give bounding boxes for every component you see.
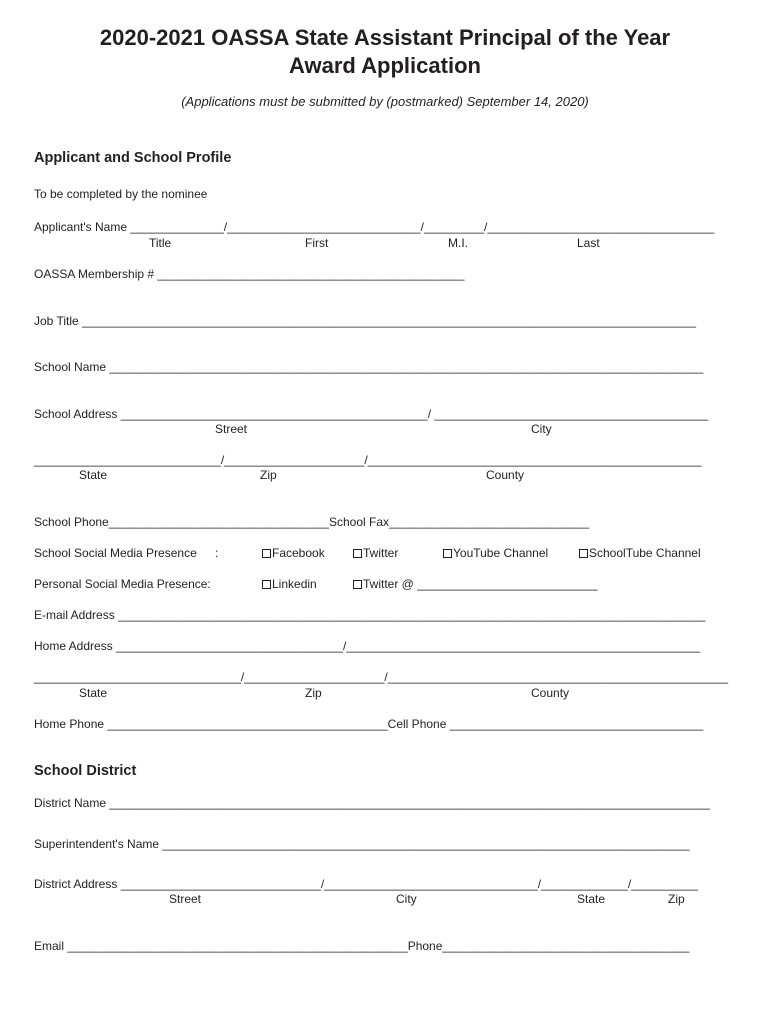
page-title: 2020-2021 OASSA State Assistant Principal of the Year [99, 25, 671, 50]
school-sub-zip: Zip [260, 468, 277, 482]
home-cell-phone-field[interactable]: Home Phone __________________________________________Cell Phone ______________________________________ [34, 717, 704, 731]
home-state-zip-county-field[interactable]: _______________________________/_____________________/___________________________________________________ [34, 670, 729, 684]
checkbox-facebook[interactable] [262, 546, 325, 560]
checkbox-icon[interactable] [262, 580, 271, 589]
district-sub-zip: Zip [668, 892, 685, 906]
district-name-field[interactable]: District Name __________________________________________________________________________________________ [34, 796, 710, 810]
home-sub-zip: Zip [305, 686, 322, 700]
district-sub-state: State [577, 892, 606, 906]
checkbox-youtube-channel[interactable] [443, 546, 548, 560]
school-social-label: School Social Media Presence [34, 546, 197, 560]
completion-note: To be completed by the nominee [34, 187, 208, 201]
checkbox-schooltube-channel[interactable] [579, 546, 701, 560]
email-address-field[interactable]: E-mail Address ________________________________________________________________________________________ [34, 608, 706, 622]
option-label: SchoolTube Channel [589, 546, 701, 560]
district-email-phone-field[interactable]: Email ___________________________________________________Phone_____________________________________ [34, 939, 690, 953]
home-sub-state: State [79, 686, 108, 700]
section-heading-district: School District [34, 763, 137, 779]
option-label: YouTube Channel [453, 546, 549, 560]
checkbox-icon[interactable] [262, 549, 271, 558]
school-address-field[interactable]: School Address ______________________________________________/ _________________________________________ [34, 407, 709, 421]
page-subtitle: (Applications must be submitted by (postmarked) September 14, 2020) [181, 94, 589, 109]
membership-field[interactable]: OASSA Membership # ______________________________________________ [34, 267, 465, 281]
name-sub-first: First [305, 236, 329, 250]
school-sub-state: State [79, 468, 108, 482]
checkbox-icon[interactable] [353, 580, 362, 589]
school-social-colon: : [215, 546, 219, 560]
school-address-sub-street: Street [215, 422, 248, 436]
home-sub-county: County [531, 686, 570, 700]
section-heading-applicant: Applicant and School Profile [34, 150, 232, 166]
option-label: Facebook [272, 546, 325, 560]
superintendent-name-field[interactable]: Superintendent's Name _______________________________________________________________________________ [34, 837, 690, 851]
option-label: Linkedin [272, 577, 317, 591]
district-sub-city: City [396, 892, 417, 906]
name-sub-last: Last [577, 236, 600, 250]
school-state-zip-county-field[interactable]: ____________________________/_____________________/__________________________________________________ [34, 453, 702, 467]
personal-social-label: Personal Social Media Presence: [34, 577, 211, 591]
school-name-field[interactable]: School Name _________________________________________________________________________________________ [34, 360, 704, 374]
checkbox-icon[interactable] [443, 549, 452, 558]
checkbox-linkedin[interactable] [262, 577, 317, 591]
district-sub-street: Street [169, 892, 202, 906]
job-title-field[interactable]: Job Title ____________________________________________________________________________________________ [34, 314, 697, 328]
checkbox-icon[interactable] [353, 549, 362, 558]
district-address-field[interactable]: District Address ______________________________/________________________________/_____________/__________ [34, 877, 698, 891]
option-label: Twitter @ ___________________________ [363, 577, 598, 591]
applicant-name-field[interactable]: Applicant's Name ______________/_____________________________/_________/__________________________________ [34, 220, 715, 234]
checkbox-twitter-personal[interactable] [353, 577, 597, 591]
name-sub-mi: M.I. [448, 236, 468, 250]
option-label: Twitter [363, 546, 399, 560]
school-phone-fax-field[interactable]: School Phone_________________________________School Fax______________________________ [34, 515, 590, 529]
name-sub-title: Title [149, 236, 172, 250]
page-title-line-2: Award Application [289, 53, 481, 78]
home-address-field[interactable]: Home Address __________________________________/_____________________________________________________ [34, 639, 700, 653]
checkbox-icon[interactable] [579, 549, 588, 558]
checkbox-twitter[interactable] [353, 546, 398, 560]
school-address-sub-city: City [531, 422, 552, 436]
school-sub-county: County [486, 468, 525, 482]
